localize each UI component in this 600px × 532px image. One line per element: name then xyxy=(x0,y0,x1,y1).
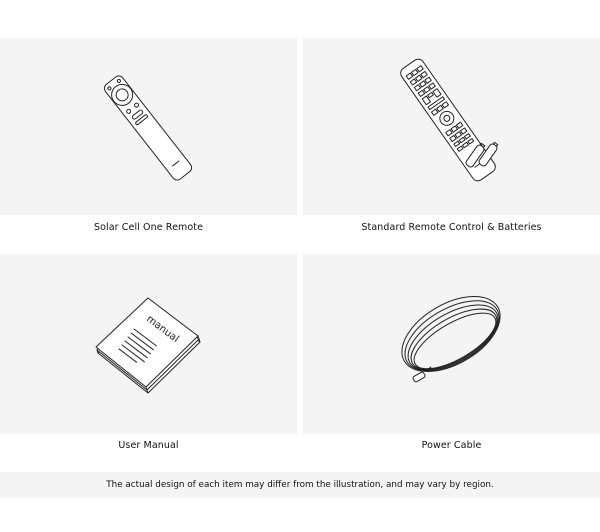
disclaimer-note: The actual design of each item may differ from the illustration, and may vary by region. xyxy=(0,472,600,498)
manual-cover-text: manual xyxy=(144,313,181,345)
power-cable-icon xyxy=(303,254,600,434)
solar-remote-icon xyxy=(0,38,297,215)
item-label-power-cable: Power Cable xyxy=(421,440,482,451)
item-label-user-manual: User Manual xyxy=(118,440,179,451)
manual-icon xyxy=(0,254,297,434)
item-label-solar-remote: Solar Cell One Remote xyxy=(93,222,204,233)
item-label-standard-remote: Standard Remote Control & Batteries xyxy=(361,222,542,233)
remote-batteries-icon xyxy=(303,38,600,215)
